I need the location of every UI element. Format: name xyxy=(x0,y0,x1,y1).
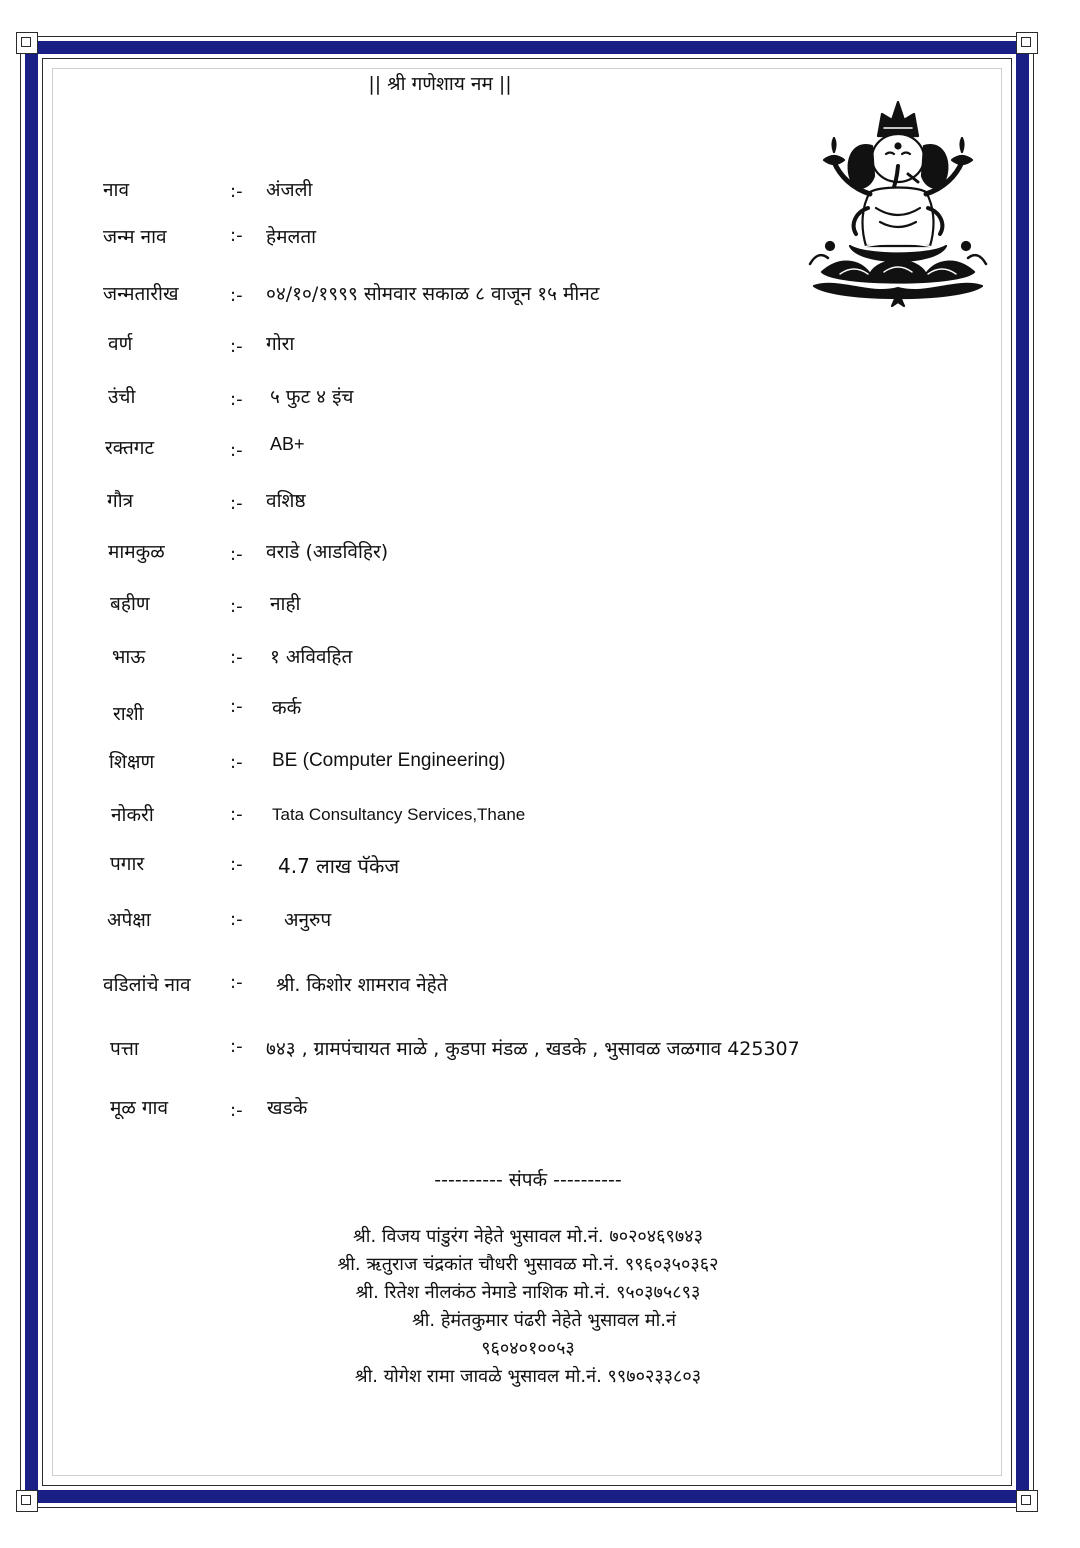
detail-row-birth-name xyxy=(0,223,1000,257)
detail-label: बहीण xyxy=(110,593,150,615)
detail-label: भाऊ xyxy=(112,646,146,668)
contact-line: ९६०४०१००५३ xyxy=(481,1338,575,1359)
detail-separator: :- xyxy=(230,544,243,565)
detail-row-rashi xyxy=(0,698,1000,732)
detail-label: नाव xyxy=(103,179,130,201)
detail-row-complexion xyxy=(0,330,1000,364)
detail-row-job xyxy=(0,801,1000,835)
detail-separator: :- xyxy=(230,1036,243,1057)
detail-row-birth-date xyxy=(0,280,1000,314)
detail-value: Tata Consultancy Services,Thane xyxy=(272,805,526,824)
detail-separator: :- xyxy=(230,647,243,668)
detail-separator: :- xyxy=(230,972,243,993)
detail-separator: :- xyxy=(230,909,243,930)
detail-row-sister xyxy=(0,590,1000,624)
detail-separator: :- xyxy=(230,696,243,717)
detail-separator: :- xyxy=(230,493,243,514)
detail-value: 4.7 लाख पॅकेज xyxy=(278,854,400,878)
detail-label: अपेक्षा xyxy=(107,909,151,931)
detail-value: BE (Computer Engineering) xyxy=(272,750,506,771)
detail-value: गोरा xyxy=(266,333,295,355)
detail-row-address xyxy=(0,1035,1000,1069)
invocation-heading: || श्री गणेशाय नम || xyxy=(368,73,512,95)
detail-row-father-name xyxy=(0,971,1000,1005)
detail-row-expectation xyxy=(0,906,1000,940)
contact-line: श्री. विजय पांडुरंग नेहेते भुसावल मो.नं. ७०२०४६९७४३ xyxy=(353,1226,703,1247)
detail-row-height xyxy=(0,383,1000,417)
detail-row-education xyxy=(0,748,1000,782)
detail-value: १ अविवहित xyxy=(270,646,353,668)
detail-label: नोकरी xyxy=(111,804,154,826)
contact-line: श्री. हेमंतकुमार पंढरी नेहेते भुसावल मो.नं xyxy=(412,1310,676,1331)
contact-line: श्री. ऋतुराज चंद्रकांत चौधरी भुसावळ मो.नं. ९९६०३५०३६२ xyxy=(337,1254,719,1275)
detail-value: अंजली xyxy=(266,179,313,201)
detail-label: मामकुळ xyxy=(108,541,165,563)
detail-value: खडके xyxy=(267,1097,308,1119)
detail-separator: :- xyxy=(230,336,243,357)
detail-separator: :- xyxy=(230,389,243,410)
detail-value: नाही xyxy=(270,593,301,615)
detail-row-salary xyxy=(0,850,1000,884)
detail-label: उंची xyxy=(108,386,136,408)
detail-label: रक्तगट xyxy=(105,437,155,459)
detail-label: वर्ण xyxy=(108,333,133,355)
detail-row-blood-group xyxy=(0,434,1000,468)
detail-separator: :- xyxy=(230,854,243,875)
detail-row-brother xyxy=(0,643,1000,677)
detail-value: हेमलता xyxy=(266,226,317,248)
detail-value: कर्क xyxy=(272,697,302,719)
detail-label: शिक्षण xyxy=(109,751,155,773)
contact-line: श्री. योगेश रामा जावळे भुसावल मो.नं. ९९७०२३३८०३ xyxy=(354,1366,702,1387)
detail-row-mamkul xyxy=(0,538,1000,572)
detail-separator: :- xyxy=(230,804,243,825)
corner-ornament-top-right xyxy=(1016,32,1038,54)
corner-ornament-bottom-left xyxy=(16,1490,38,1512)
detail-value: ५ फुट ४ इंच xyxy=(270,386,354,408)
detail-label: जन्मतारीख xyxy=(103,283,179,305)
detail-separator: :- xyxy=(230,1100,243,1121)
detail-row-gotra xyxy=(0,487,1000,521)
detail-label: राशी xyxy=(113,703,144,725)
contact-heading: ---------- संपर्क ---------- xyxy=(434,1169,622,1191)
corner-ornament-bottom-right xyxy=(1016,1490,1038,1512)
detail-value: AB+ xyxy=(270,434,305,454)
detail-separator: :- xyxy=(230,225,243,246)
detail-label: जन्म नाव xyxy=(103,226,167,248)
detail-value: वशिष्ठ xyxy=(266,490,306,512)
detail-separator: :- xyxy=(230,285,243,306)
detail-separator: :- xyxy=(230,181,243,202)
detail-label: पगार xyxy=(110,853,145,875)
detail-separator: :- xyxy=(230,752,243,773)
contact-line: श्री. रितेश नीलकंठ नेमाडे नाशिक मो.नं. ९५०३७५८९३ xyxy=(355,1282,701,1303)
detail-row-name xyxy=(0,176,1000,210)
detail-label: गौत्र xyxy=(107,490,134,512)
corner-ornament-top-left xyxy=(16,32,38,54)
detail-value: श्री. किशोर शामराव नेहेते xyxy=(276,974,448,996)
detail-row-native-village xyxy=(0,1094,1000,1128)
detail-value: ७४३ , ग्रामपंचायत माळे , कुडपा मंडळ , खडके , भुसावळ जळगाव 425307 xyxy=(266,1038,800,1060)
detail-label: वडिलांचे नाव xyxy=(103,974,191,996)
detail-value: अनुरुप xyxy=(284,909,332,931)
detail-label: पत्ता xyxy=(110,1038,139,1060)
detail-value: वराडे (आडविहिर) xyxy=(266,541,389,563)
detail-separator: :- xyxy=(230,440,243,461)
detail-separator: :- xyxy=(230,596,243,617)
detail-label: मूळ गाव xyxy=(110,1097,169,1119)
detail-value: ०४/१०/१९९९ सोमवार सकाळ ८ वाजून १५ मीनट xyxy=(266,283,600,305)
